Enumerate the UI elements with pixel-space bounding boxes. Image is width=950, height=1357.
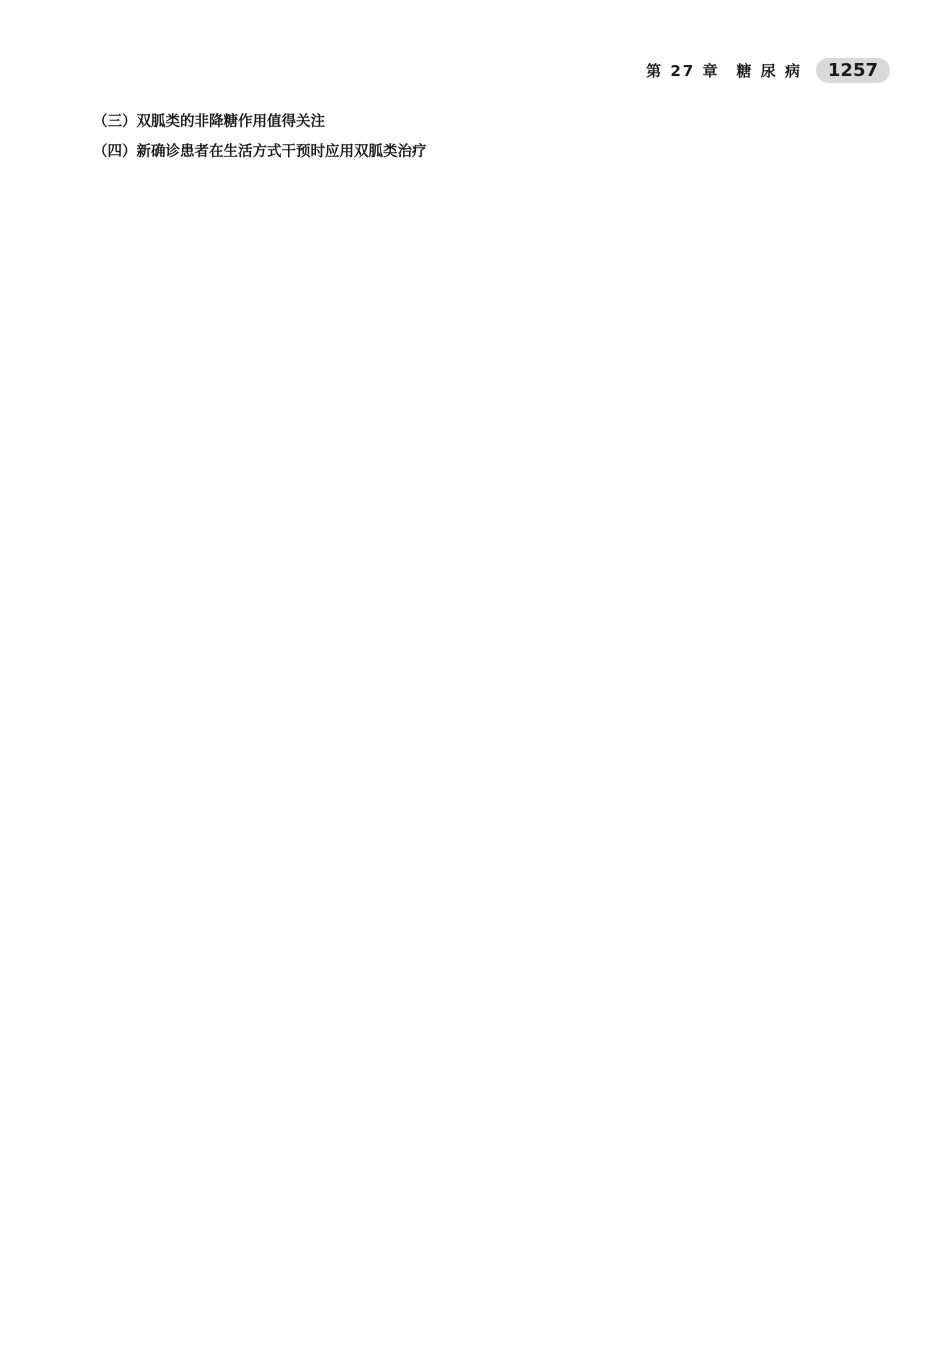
section-heading-4: （四）新确诊患者在生活方式干预时应用双胍类治疗 — [93, 144, 427, 160]
right-column — [490, 104, 890, 1317]
page-number: 1257 — [816, 58, 890, 83]
two-column-body — [64, 104, 890, 1317]
left-column — [64, 104, 464, 1317]
chapter-title: 第 27 章 糖 尿 病 — [646, 62, 802, 80]
section-heading-3: （三）双胍类的非降糖作用值得关注 — [93, 114, 325, 130]
page-header — [646, 58, 890, 83]
